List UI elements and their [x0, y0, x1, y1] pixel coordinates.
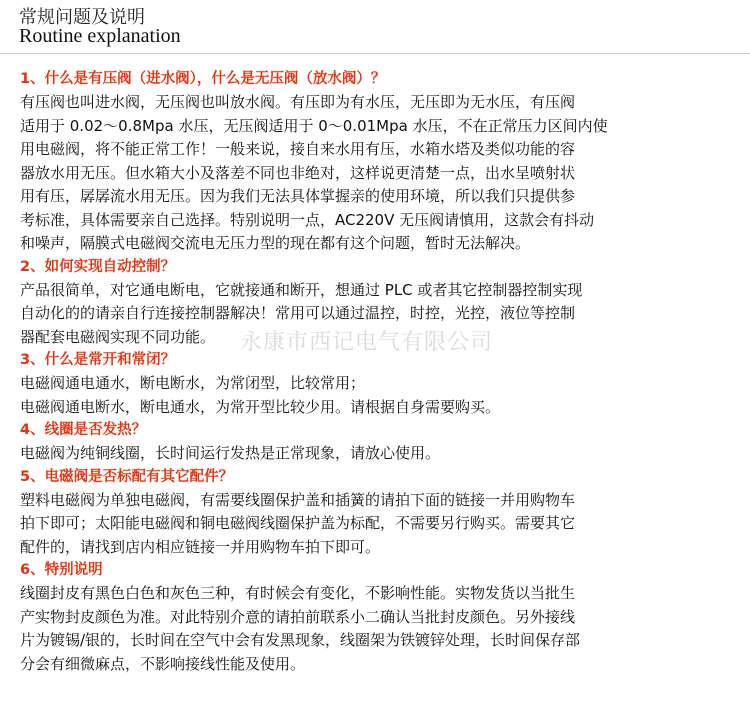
faq-question: 6、特别说明: [20, 562, 103, 578]
faq-question: 5、电磁阀是否标配有其它配件？: [20, 468, 234, 485]
faq-answer-line: 器放水用无压。但水箱大小及落差不同也非绝对，这样说更清楚一点，出水呈喷射状: [20, 163, 576, 182]
faq-answer-line: 器配套电磁阀实现不同功能。: [20, 327, 216, 346]
faq-answer-line: 考标准，具体需要亲自己选择。特别说明一点，AC220V 无压阀请慎用，这款会有抖动: [20, 210, 595, 229]
faq-answer-line: 塑料电磁阀为单独电磁阀，有需要线圈保护盖和插簧的请拍下面的链接一并用购物车: [20, 490, 576, 509]
faq-answer-line: 电磁阀通电通水，断电断水，为常闭型，比较常用；: [20, 374, 366, 392]
faq-answer-line: 拍下即可；太阳能电磁阀和铜电磁阀线圈保护盖为标配，不需要另行购买。需要其它: [20, 514, 576, 532]
faq-answer-line: 自动化的的请亲自行连接控制器解决！常用可以通过温控，时控，光控，液位等控制: [20, 304, 576, 322]
faq-answer-line: 电磁阀为纯铜线圈，长时间运行发热是正常现象，请放心使用。: [20, 444, 441, 462]
faq-answer-line: 电磁阀通电断水，断电通水，为常开型比较少用。请根据自身需要购买。: [20, 397, 501, 416]
faq-answer-line: 线圈封皮有黑色白色和灰色三种，有时候会有变化，不影响性能。实物发货以当批生: [20, 584, 576, 602]
header-divider: [0, 53, 750, 54]
faq-answer-line: 用有压，孱孱流水用无压。因为我们无法具体掌握亲的使用环境，所以我们只提供参: [20, 187, 576, 205]
faq-answer-line: 有压阀也叫进水阀，无压阀也叫放水阀。有压即为有水压，无压即为无水压，有压阀: [20, 93, 576, 111]
faq-answer-line: 片为镀锡/银的，长时间在空气中会有发黑现象，线圈架为铁镀锌处理，长时间保存部: [20, 631, 581, 649]
page-title-chinese: 常规问题及说明: [19, 7, 145, 28]
faq-answer-line: 产品很简单，对它通电断电，它就接通和断开，想通过 PLC 或者其它控制器控制实现: [20, 280, 583, 299]
faq-section-1: [20, 68, 748, 256]
company-watermark: 永康市西记电气有限公司: [240, 330, 494, 355]
faq-answer-line: 配件的，请找到店内相应链接一并用购物车拍下即可。: [20, 537, 381, 556]
faq-content: [20, 68, 748, 676]
faq-question: 1、什么是有压阀（进水阀），什么是无压阀（放水阀）？: [20, 71, 386, 87]
page-title-english: Routine explanation: [19, 25, 181, 47]
faq-question: 4、线圈是否发热？: [20, 422, 147, 438]
faq-question: 2、如何实现自动控制？: [20, 258, 176, 275]
faq-answer-line: 和噪声，隔膜式电磁阀交流电无压力型的现在都有这个问题，暂时无法解决。: [20, 234, 531, 252]
faq-section-4: [20, 419, 748, 466]
faq-section-2: [20, 256, 748, 350]
faq-question: 3、什么是常开和常闭？: [20, 352, 176, 368]
faq-answer-line: 产实物封皮颜色为准。对此特别介意的请拍前联系小二确认当批封皮颜色。另外接线: [20, 607, 576, 626]
faq-section-5: [20, 466, 748, 560]
faq-answer-line: 分会有细微麻点，不影响接线性能及使用。: [20, 654, 306, 673]
faq-section-6: [20, 559, 748, 676]
faq-section-3: [20, 349, 748, 419]
faq-answer-line: 适用于 0.02～0.8Mpa 水压，无压阀适用于 0～0.01Mpa 水压，不在正常压力区间内使: [20, 116, 608, 135]
faq-answer-line: 用电磁阀，将不能正常工作！一般来说，接自来水用有压，水箱水塔及类似功能的容: [20, 140, 576, 158]
